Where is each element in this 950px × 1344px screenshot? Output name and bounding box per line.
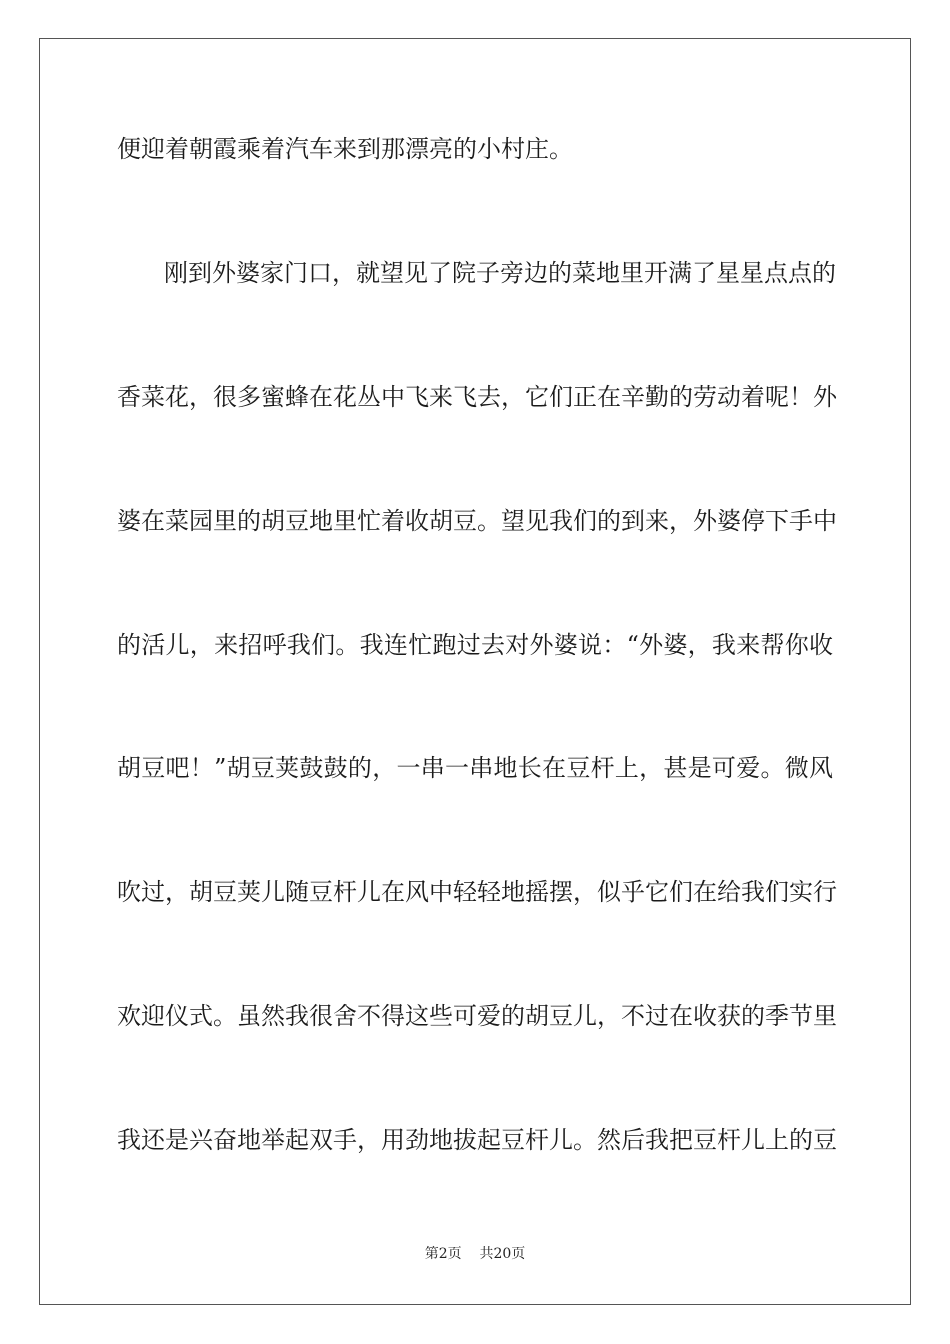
text-line-2: 刚到外婆家门口，就望见了院子旁边的菜地里开满了星星点点的 [164,259,836,287]
text-line-9: 我还是兴奋地举起双手，用劲地拔起豆杆儿。然后我把豆杆儿上的豆 [117,1126,837,1154]
page-number: 第2页 [424,1246,462,1262]
text-line-7: 吹过，胡豆荚儿随豆杆儿在风中轻轻地摇摆，似乎它们在给我们实行 [117,878,837,906]
text-line-3: 香菜花，很多蜜蜂在花丛中飞来飞去，它们正在辛勤的劳动着呢！外 [117,383,837,411]
page-footer [0,1245,950,1263]
text-line-5: 的活儿，来招呼我们。我连忙跑过去对外婆说：“外婆，我来帮你收 [117,631,833,659]
total-pages: 共20页 [479,1246,526,1262]
text-line-4: 婆在菜园里的胡豆地里忙着收胡豆。望见我们的到来，外婆停下手中 [117,507,837,535]
text-line-6: 胡豆吧！”胡豆荚鼓鼓的，一串一串地长在豆杆上，甚是可爱。微风 [117,754,833,782]
text-line-8: 欢迎仪式。虽然我很舍不得这些可爱的胡豆儿，不过在收获的季节里 [117,1002,837,1030]
text-line-1: 便迎着朝霞乘着汽车来到那漂亮的小村庄。 [117,135,573,163]
page-border [39,38,911,1305]
